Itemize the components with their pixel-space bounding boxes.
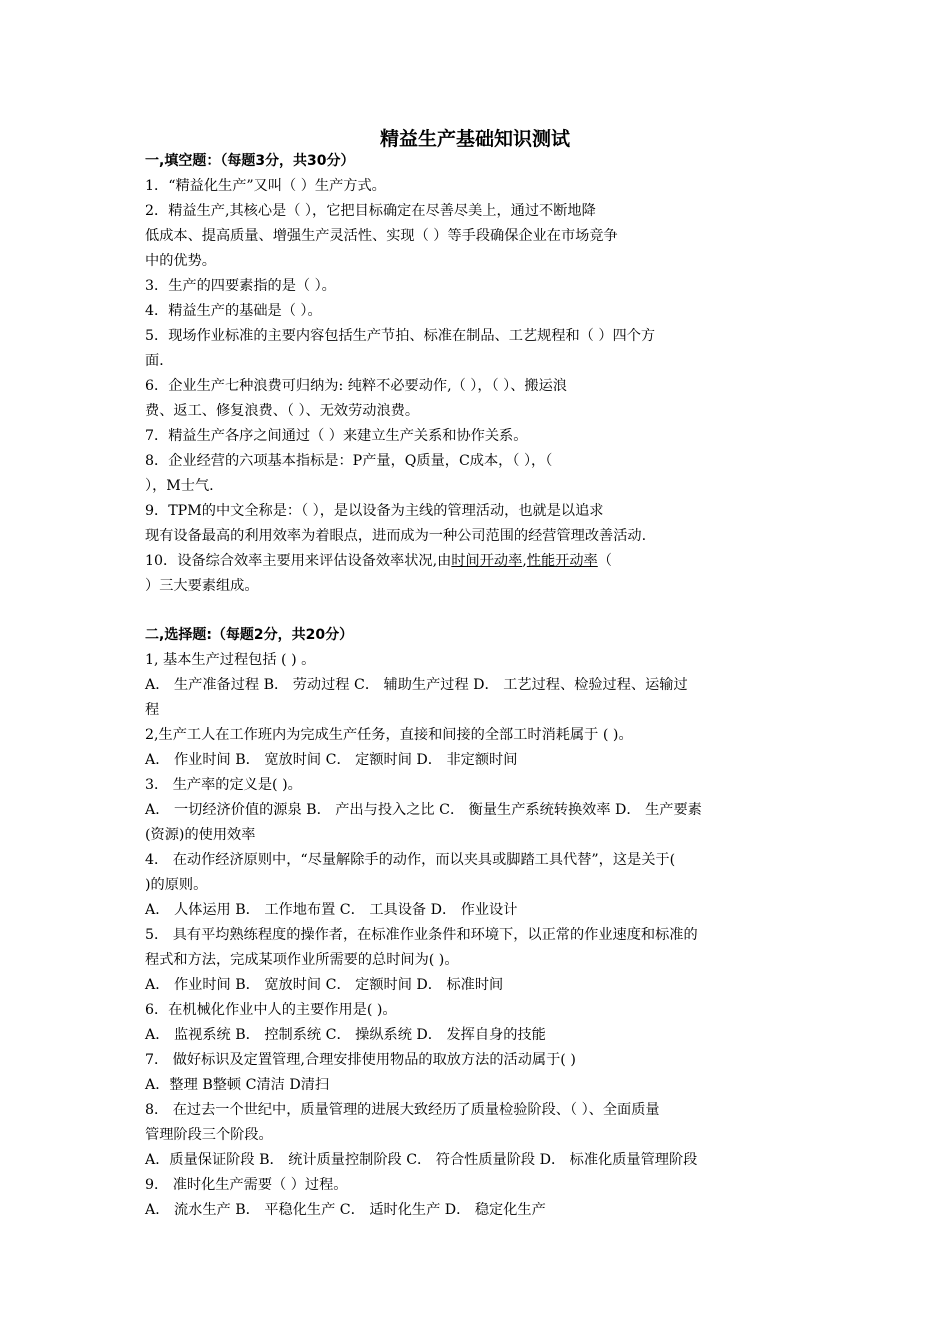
question-line: ），M士气. (145, 478, 214, 494)
question-line: 4． 在动作经济原则中，“尽量解除手的动作，而以夹具或脚踏工具代替”，这是关于( (145, 852, 676, 868)
section2-heading: 二,选择题:（每题2分，共20分） (145, 627, 354, 643)
option-line: A． 一切经济价值的源泉 B． 产出与投入之比 C． 衡量生产系统转换效率 D． 生产要素 (145, 802, 702, 818)
question-line: 管理阶段三个阶段。 (145, 1127, 273, 1143)
question-text: 10．设备综合效率主要用来评估设备效率状况,由 (145, 553, 452, 569)
option-line: 程 (145, 702, 160, 718)
question-line: 面． (145, 353, 174, 369)
question-line: )的原则。 (145, 877, 208, 893)
underlined-term: 性能开动率 (526, 553, 598, 569)
question-line: 7． 做好标识及定置管理,合理安排使用物品的取放方法的活动属于( ) (145, 1052, 576, 1068)
question-line: 1, 基本生产过程包括 ( ) 。 (145, 652, 316, 668)
question-line-10 (145, 549, 612, 574)
question-line: 2．精益生产,其核心是（ ），它把目标确定在尽善尽美上，通过不断地降 (145, 203, 596, 219)
option-line: A． 人体运用 B． 工作地布置 C． 工具设备 D． 作业设计 (145, 902, 518, 918)
question-line: 5． 具有平均熟练程度的操作者，在标准作业条件和环境下，以正常的作业速度和标准的 (145, 927, 698, 943)
question-line: 6．在机械化作业中人的主要作用是( )。 (145, 1002, 397, 1018)
question-line: 现有设备最高的利用效率为着眼点，进而成为一种公司范围的经营管理改善活动. (145, 528, 647, 544)
question-line: 8． 在过去一个世纪中，质量管理的进展大致经历了质量检验阶段、（ ）、全面质量 (145, 1102, 660, 1118)
question-line: 3．生产的四要素指的是（ ）。 (145, 278, 336, 294)
option-line: A． 作业时间 B． 宽放时间 C． 定额时间 D． 非定额时间 (145, 752, 518, 768)
question-line: 中的优势。 (145, 253, 216, 269)
question-line: 9．TPM的中文全称是：（ ），是以设备为主线的管理活动，也就是以追求 (145, 503, 604, 519)
question-line: 7．精益生产各序之间通过（ ）来建立生产关系和协作关系。 (145, 428, 528, 444)
section1-heading: 一,填空题：（每题3分，共30分） (145, 153, 355, 169)
question-line: 2,生产工人在工作班内为完成生产任务，直接和间接的全部工时消耗属于 ( )。 (145, 727, 633, 743)
question-line: 1．“精益化生产”又叫（ ）生产方式。 (145, 178, 386, 194)
option-line: A．质量保证阶段 B． 统计质量控制阶段 C． 符合性质量阶段 D． 标准化质量管理阶段 (145, 1152, 698, 1168)
question-line: ）三大要素组成。 (145, 578, 259, 594)
question-line: 低成本、提高质量、增强生产灵活性、实现（ ）等手段确保企业在市场竞争 (145, 228, 618, 244)
question-line: 5．现场作业标准的主要内容包括生产节拍、标准在制品、工艺规程和（ ）四个方 (145, 328, 656, 344)
option-line: A． 生产准备过程 B． 劳动过程 C． 辅助生产过程 D． 工艺过程、检验过程、运输过 (145, 677, 688, 693)
question-text: （ (597, 553, 612, 569)
option-line: A．整理 B整顿 C清洁 D清扫 (145, 1077, 330, 1093)
underlined-term: 时间开动率 (451, 553, 523, 569)
option-line: A． 作业时间 B． 宽放时间 C． 定额时间 D． 标准时间 (145, 977, 504, 993)
question-line: 4．精益生产的基础是（ ）。 (145, 303, 322, 319)
page-title: 精益生产基础知识测试 (379, 128, 570, 150)
question-line: 费、返工、修复浪费、（ ）、无效劳动浪费。 (145, 403, 420, 419)
separator: , (522, 553, 527, 569)
question-line: 程式和方法，完成某项作业所需要的总时间为( )。 (145, 952, 459, 968)
option-line: (资源)的使用效率 (145, 827, 256, 843)
question-line: 8．企业经营的六项基本指标是：P产量，Q质量，C成本，（ ），（ (145, 453, 553, 469)
question-line: 6．企业生产七种浪费可归纳为: 纯粹不必要动作,（ ），（ ）、搬运浪 (145, 378, 567, 394)
question-line: 3． 生产率的定义是( )。 (145, 777, 302, 793)
option-line: A． 流水生产 B． 平稳化生产 C． 适时化生产 D． 稳定化生产 (145, 1202, 546, 1218)
option-line: A． 监视系统 B． 控制系统 C． 操纵系统 D． 发挥自身的技能 (145, 1027, 546, 1043)
question-line: 9． 准时化生产需要（ ）过程。 (145, 1177, 348, 1193)
